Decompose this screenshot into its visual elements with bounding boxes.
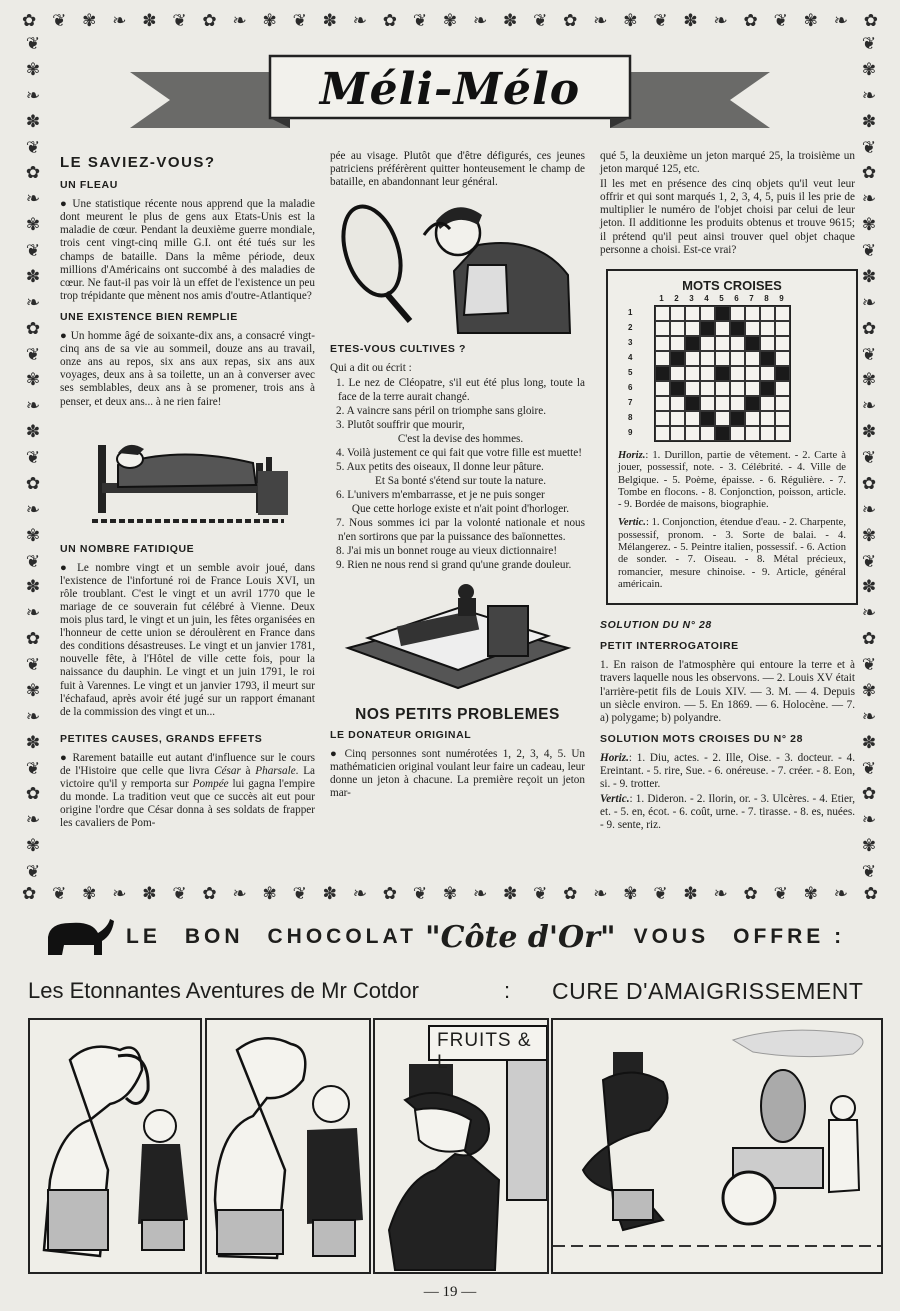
petit-interrogatoire-title: PETIT INTERROGATOIRE	[600, 640, 739, 653]
crossword-col-number: 1	[659, 293, 664, 303]
comic-series-title: Les Etonnantes Aventures de Mr Cotdor	[28, 978, 419, 1003]
article-continuation: qué 5, la deuxième un jeton marqué 25, la troisième un jeton marqué 125, etc.	[600, 150, 855, 176]
crossword-cell[interactable]	[760, 411, 775, 426]
crossword-cell[interactable]	[745, 411, 760, 426]
crossword-col-number: 9	[779, 293, 784, 303]
crossword-cell[interactable]	[685, 306, 700, 321]
clue-label: Horiz.	[618, 449, 646, 461]
clue-text: : 1. Diu, actes. - 2. Ille, Oise. - 3. docteur. - 4. Ereintant. - 5. rire, Sue. - 6. onéreuse. - 7. créer. - 8. Eon, si. - 9. trotter.	[600, 751, 855, 791]
text-part: Pharsale	[255, 765, 296, 777]
crossword-cell[interactable]	[715, 411, 730, 426]
crossword-black-cell	[670, 351, 685, 366]
section-heading-saviez-vous: LE SAVIEZ-VOUS?	[60, 154, 216, 171]
crossword-cell[interactable]	[760, 321, 775, 336]
ornamental-border-right: ❦ ✾ ❧ ✽ ❦ ✿ ❧ ✾ ❦ ✽ ❧ ✿ ❦ ✾ ❧ ✽ ❦ ✿ ❧ ✾ ❦ ✽ ❧ ✿ ❦ ✾ ❧ ✽ ❦ ✿ ❧ ✾ ❦	[861, 34, 877, 882]
crossword-cell[interactable]	[730, 366, 745, 381]
crossword-row-number: 7	[628, 397, 633, 407]
quote-item: Que cette horloge existe et n'ait point d'horloger.	[351, 503, 570, 516]
crossword-cell[interactable]	[730, 306, 745, 321]
crossword-col-number: 5	[719, 293, 724, 303]
crossword-row-number: 1	[628, 307, 633, 317]
crossword-row-number: 5	[628, 367, 633, 377]
article-title-fleau: UN FLEAU	[60, 179, 118, 192]
crossword-cell[interactable]	[655, 426, 670, 441]
crossword-cell[interactable]	[700, 336, 715, 351]
crossword-black-cell	[730, 321, 745, 336]
crossword-cell[interactable]	[775, 351, 790, 366]
crossword-cell[interactable]	[670, 306, 685, 321]
crossword-cell[interactable]	[715, 336, 730, 351]
page-number: — 19 —	[423, 1284, 477, 1300]
text-part: lui gagna l'empire du monde. La tradition veut que ce succès ait eut pour origine l'ordre que César donna à ses soldats de frapper les cavaliers de Pom-	[60, 778, 315, 830]
comic-panel-1	[28, 1018, 202, 1274]
crossword-cell[interactable]	[655, 306, 670, 321]
article-title-donateur: LE DONATEUR ORIGINAL	[330, 728, 472, 741]
comic-episode-title: CURE D'AMAIGRISSEMENT	[552, 978, 864, 1004]
text-part: Pompée	[192, 778, 229, 791]
article-title-petites-causes: PETITES CAUSES, GRANDS EFFETS	[60, 732, 263, 745]
crossword-cell[interactable]	[685, 366, 700, 381]
crossword-cell[interactable]	[775, 426, 790, 441]
crossword-cell[interactable]	[655, 381, 670, 396]
crossword-row-number: 2	[628, 322, 633, 332]
crossword-clues	[618, 450, 846, 591]
crossword-cell[interactable]	[775, 336, 790, 351]
crossword-black-cell	[745, 336, 760, 351]
crossword-cell[interactable]	[775, 321, 790, 336]
crossword-cell[interactable]	[730, 351, 745, 366]
clue-label: Vertic.	[618, 517, 646, 529]
crossword-cell[interactable]	[655, 396, 670, 411]
comic-title-line	[28, 978, 878, 1012]
crossword-cell[interactable]	[745, 366, 760, 381]
crossword-black-cell	[730, 411, 745, 426]
article-title-existence: UNE EXISTENCE BIEN REMPLIE	[60, 310, 238, 323]
crossword-cell[interactable]	[700, 366, 715, 381]
clues-vertical	[618, 517, 846, 591]
crossword-cell[interactable]	[655, 321, 670, 336]
crossword-black-cell	[760, 381, 775, 396]
quote-item: 8. J'ai mis un bonnet rouge au vieux dictionnaire!	[336, 544, 558, 557]
crossword-black-cell	[655, 366, 670, 381]
crossword-cell[interactable]	[715, 381, 730, 396]
solution-crossword-horizontal	[600, 752, 855, 791]
comic-panel-4	[551, 1018, 883, 1274]
crossword-cell[interactable]	[685, 381, 700, 396]
quote-item: 3. Plutôt souffrir que mourir,	[336, 418, 465, 431]
crossword-cell[interactable]	[655, 336, 670, 351]
crossword-grid-wrap	[628, 305, 846, 442]
books-reader-illustration	[338, 578, 578, 698]
crossword-cell[interactable]	[700, 381, 715, 396]
crossword-cell[interactable]	[655, 351, 670, 366]
ornamental-border-left: ❦ ✾ ❧ ✽ ❦ ✿ ❧ ✾ ❦ ✽ ❧ ✿ ❦ ✾ ❧ ✽ ❦ ✿ ❧ ✾ ❦ ✽ ❧ ✿ ❦ ✾ ❧ ✽ ❦ ✿ ❧ ✾ ❦	[25, 34, 41, 882]
crossword-cell[interactable]	[670, 411, 685, 426]
crossword-grid	[654, 305, 791, 442]
quote-item: 4. Voilà justement ce qui fait que votre fille est muette!	[336, 446, 582, 459]
crossword-cell[interactable]	[670, 366, 685, 381]
crossword-cell[interactable]	[760, 306, 775, 321]
ornamental-border-top: ✿ ❦ ✾ ❧ ✽ ❦ ✿ ❧ ✾ ❦ ✽ ❧ ✿ ❦ ✾ ❧ ✽ ❦ ✿ ❧ ✾ ❦ ✽ ❧ ✿ ❦ ✾ ❧ ✿	[22, 11, 878, 31]
article-continuation: pée au visage. Plutôt que d'être défigurés, ces jeunes patriciens préférèrent quitter honteusement le champ de bataille, en abandonnant leur général.	[330, 150, 585, 189]
quote-list	[330, 377, 585, 571]
crossword-cell[interactable]	[655, 411, 670, 426]
crossword-cell[interactable]	[730, 396, 745, 411]
article-text-existence: ● Un homme âgé de soixante-dix ans, a consacré vingt-cinq ans de sa vie au sommeil, douze ans au travail, onze ans au repos, six ans aux repas, six ans aux voyages, deux ans à sa toilette, un an à converser avec ses semblables, deux ans à se promener, trois ans à penser, et deux ans... à ne rien faire!	[60, 330, 315, 409]
crossword-black-cell	[715, 426, 730, 441]
article-text-fleau: ● Une statistique récente nous apprend que la maladie dont meurent le plus de gens aux Etats-Unis est la maladie de cœur. Pendant la deuxième guerre mondiale, trois cent vingt-cinq mille G.I. ont été tués sur les champs de bataille. Dans la même période, deux millions d'Américains ont succombé à des maladies de cœur. Ne faut-il pas voir là un effet de l'existence un peu trop trépidante que mènent nos amis d'outre-Atlantique?	[60, 198, 315, 303]
quote-item: 9. Rien ne nous rend si grand qu'une grande douleur.	[336, 558, 572, 571]
clue-text: : 1. Conjonction, étendue d'eau. - 2. Charpente, possessif, pronom. - 3. Sorte de balai. - 4. Mélangerez. - 5. Peintre italien, possessif. - 6. Action de sonder. - 7. Oiseau. - 8. Métal précieux, romancier, mesure chinoise. - 9. Article, général américain.	[618, 517, 846, 590]
crossword-cell[interactable]	[700, 396, 715, 411]
crossword-cell[interactable]	[670, 426, 685, 441]
text-part: César	[214, 765, 241, 777]
elephant-and-doctor-drawing	[30, 1020, 200, 1272]
crossword-cell[interactable]	[700, 306, 715, 321]
title-separator: :	[504, 978, 511, 1003]
crossword-cell[interactable]	[670, 321, 685, 336]
crossword-black-cell	[760, 351, 775, 366]
crossword-cell[interactable]	[670, 336, 685, 351]
comic-panel-3	[373, 1018, 549, 1274]
quote-item: 5. Aux petits des oiseaux, Il donne leur pâture.	[336, 461, 544, 474]
text-part: Rarement bataille eut autant d'influence sur le cours de l'Histoire que celle que livra	[60, 751, 315, 777]
crossword-black-cell	[685, 336, 700, 351]
crossword-black-cell	[715, 306, 730, 321]
crossword-col-number: 8	[764, 293, 769, 303]
crossword-column-numbers	[654, 292, 846, 305]
ad-word: VOUS	[633, 925, 710, 948]
sleeping-man-illustration	[88, 415, 288, 535]
crossword-cell[interactable]	[745, 426, 760, 441]
crossword-cell[interactable]	[760, 366, 775, 381]
solution-title: SOLUTION DU N° 28	[600, 619, 712, 632]
text-part: à	[240, 765, 256, 777]
article-text-nombre: ● Le nombre vingt et un semble avoir joué, dans l'existence de l'infortuné roi de France Louis XVI, un rôle troublant. C'est le vingt et un avril 1770 que le mariage de ce souverain fut célébré à Vienne. Deux mois plus tard, le vingt et un juin, les fêtes organisées en l'honneur de cette union se déroulèrent en France dans des conditions désastreuses. Le vingt et un janvier 1781, nouvelle fête, à l'Hôtel de ville cette fois, pour la naissance du dauphin. Le vingt et un juin 1791, le roi fuit à Varennes. Le vingt et un janvier 1793, il meurt sur l'échafaud, après avoir été jugé sur un rapport émanant de la commission des vingt et un...	[60, 562, 315, 719]
crossword-black-cell	[670, 381, 685, 396]
crossword-col-number: 7	[749, 293, 754, 303]
clue-label: Vertic.	[600, 793, 630, 806]
crossword-row-numbers	[628, 305, 654, 442]
crossword-cell[interactable]	[775, 381, 790, 396]
quote-item: C'est la devise des hommes.	[397, 432, 524, 445]
column-right	[600, 150, 855, 835]
ad-word: CHOCOLAT	[267, 925, 417, 948]
ad-word: LE	[126, 925, 161, 948]
petit-interrogatoire-text: 1. En raison de l'atmosphère qui entoure la terre et à travers laquelle nous les observons. — 2. Louis XV était l'arrière-petit fils de Louis XIV. — 3. M. — 4. Depuis un siècle environ. — 5. En 1869. — 6. Holocène. — 7. a) polygame; b) polyandre.	[600, 659, 855, 724]
elephant-logo-icon	[40, 915, 120, 959]
clue-text: : 1. Durillon, partie de vêtement. - 2. Carte à jouer, possessif, note. - 3. Célébrité. - 4. Ville de Belgique. - 5. Poème, épaisse. - 6. Régulière. - 7. Tombe en flocons. - 8. Conjonction, poisson, article. - 9. Bordée de maisons, biographie.	[618, 449, 846, 511]
ad-word: BON	[184, 925, 244, 948]
crossword-cell[interactable]	[715, 351, 730, 366]
comic-panel-2	[205, 1018, 371, 1274]
brand-name: "Côte d'Or"	[424, 919, 616, 955]
quote-item: 6. L'univers m'embarrasse, et je ne puis songer	[336, 489, 545, 502]
elephant-and-fruit-cart-drawing	[553, 1020, 881, 1272]
column-middle	[330, 150, 585, 802]
crossword-col-number: 3	[689, 293, 694, 303]
page-title: Méli-Mélo	[319, 64, 581, 115]
ornamental-border-bottom: ✿ ❦ ✾ ❧ ✽ ❦ ✿ ❧ ✾ ❦ ✽ ❧ ✿ ❦ ✾ ❧ ✽ ❦ ✿ ❧ ✾ ❦ ✽ ❧ ✿ ❦ ✾ ❧ ✿	[22, 884, 878, 904]
crossword-cell[interactable]	[745, 381, 760, 396]
crossword-col-number: 6	[734, 293, 739, 303]
crossword-cell[interactable]	[760, 336, 775, 351]
crossword-row-number: 9	[628, 427, 633, 437]
elephant-and-doctor-drawing	[207, 1020, 369, 1272]
crossword-cell[interactable]	[715, 396, 730, 411]
crossword-cell[interactable]	[685, 426, 700, 441]
roman-magnifying-glass-illustration	[338, 195, 578, 335]
crossword-row-number: 4	[628, 352, 633, 362]
ad-headline	[40, 912, 880, 962]
crossword-cell[interactable]	[730, 426, 745, 441]
crossword-cell[interactable]	[775, 411, 790, 426]
crossword-cell[interactable]	[715, 321, 730, 336]
article-title-nombre: UN NOMBRE FATIDIQUE	[60, 542, 195, 555]
text-part: . La victoire qu'il y remporta sur	[60, 765, 316, 791]
crossword-title: MOTS CROISES	[682, 277, 782, 293]
solution-crossword-vertical	[600, 793, 855, 832]
crossword-cell[interactable]	[775, 306, 790, 321]
crossword-cell[interactable]	[775, 396, 790, 411]
crossword-cell[interactable]	[730, 381, 745, 396]
clues-horizontal	[618, 450, 846, 511]
crossword-cell[interactable]	[685, 321, 700, 336]
quote-item: 2. A vaincre sans péril on triomphe sans gloire.	[336, 404, 547, 417]
crossword-cell[interactable]	[685, 351, 700, 366]
crossword-cell[interactable]	[670, 396, 685, 411]
crossword-black-cell	[775, 366, 790, 381]
title-banner	[130, 50, 770, 140]
crossword-cell[interactable]	[700, 426, 715, 441]
article-text-petites-causes	[60, 752, 315, 831]
ad-word: OFFRE :	[733, 925, 846, 948]
quote-item: 1. Le nez de Cléopatre, s'il eut été plus long, toute la face de la terre aurait changé.	[336, 377, 585, 403]
crossword-row-number: 6	[628, 382, 633, 392]
crossword-cell[interactable]	[700, 351, 715, 366]
crossword-black-cell	[700, 321, 715, 336]
quiz-title: ETES-VOUS CULTIVES ?	[330, 343, 467, 356]
crossword-black-cell	[745, 396, 760, 411]
crossword-col-number: 4	[704, 293, 709, 303]
crossword-cell[interactable]	[685, 411, 700, 426]
crossword-row-number: 8	[628, 412, 633, 422]
solution-crossword-title: SOLUTION MOTS CROISES DU N° 28	[600, 732, 804, 745]
crossword-cell[interactable]	[760, 396, 775, 411]
crossword-black-cell	[685, 396, 700, 411]
article-text-donateur: ● Cinq personnes sont numérotées 1, 2, 3, 4, 5. Un mathématicien original voulant leur faire un cadeau, leur donne un jeton à chacune. La première reçoit un jeton mar-	[330, 748, 585, 800]
crossword-cell[interactable]	[745, 321, 760, 336]
shop-sign-text: FRUITS & L	[437, 1030, 532, 1073]
crossword-black-cell	[715, 366, 730, 381]
section-heading-problemes: NOS PETITS PROBLEMES	[355, 705, 560, 723]
column-left	[60, 150, 315, 832]
article-continuation: Il les met en présence des cinq objets qu'il veut leur offrir et qui sont marqués 1, 2, 3, 4, 5, puis il les prie de multiplier le numéro de l'objet choisi par celui de leur jeton. Il additionne les produits obtenus et trouve 9615; il prétend qu'il peut ainsi trouver quel objet chaque personne a choisi. Est-ce vrai?	[600, 178, 855, 256]
crossword-box	[606, 269, 858, 605]
crossword-black-cell	[700, 411, 715, 426]
quiz-intro: Qui a dit ou écrit :	[330, 362, 412, 375]
crossword-cell[interactable]	[730, 336, 745, 351]
crossword-col-number: 2	[674, 293, 679, 303]
crossword-row-number: 3	[628, 337, 633, 347]
crossword-cell[interactable]	[745, 351, 760, 366]
quote-item: Et Sa bonté s'étend sur toute la nature.	[374, 475, 547, 488]
crossword-cell[interactable]	[745, 306, 760, 321]
clue-text: : 1. Dideron. - 2. Ilorin, or. - 3. Ulcères. - 4. Etier, et. - 5. en, écot. - 6. coût, urne. - 7. tirasse. - 8. es, nuées. - 9. sente, riz.	[600, 793, 855, 832]
quote-item: 7. Nous sommes ici par la volonté nationale et nous n'en sortirons que par la puissance des baïonnettes.	[336, 517, 585, 543]
clue-label: Horiz.	[600, 751, 629, 764]
crossword-cell[interactable]	[760, 426, 775, 441]
